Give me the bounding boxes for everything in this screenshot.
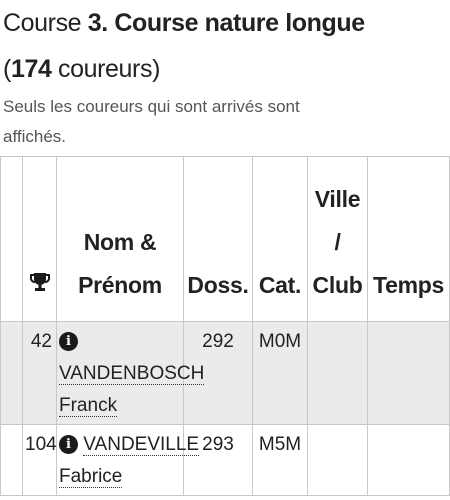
table-row [1, 322, 450, 425]
rank-cell: 42 [23, 322, 57, 425]
runner-count [3, 52, 160, 86]
runner-count-label: coureurs) [58, 55, 160, 83]
runner-last-name[interactable]: VANDEVILLE [83, 434, 200, 455]
runner-last-name[interactable]: VANDENBOSCH [59, 363, 205, 384]
time-header[interactable]: Temps [368, 157, 450, 322]
club-header-line3: Club [312, 272, 363, 298]
spacer-header [1, 157, 23, 322]
page-title [3, 6, 365, 40]
runner-count-open: ( [3, 55, 11, 83]
category-cell: M0M [253, 322, 308, 425]
trophy-icon [29, 264, 51, 307]
category-cell: M5M [253, 425, 308, 496]
info-icon[interactable]: i [59, 435, 78, 454]
rank-header[interactable] [23, 157, 57, 322]
club-header[interactable] [308, 157, 368, 322]
table-row [1, 425, 450, 496]
club-cell [308, 322, 368, 425]
title-prefix: Course [3, 9, 82, 37]
name-cell [57, 425, 200, 496]
spacer-cell [1, 425, 23, 496]
name-header[interactable] [57, 157, 184, 322]
results-table [0, 156, 450, 496]
club-header-line2: / [334, 229, 341, 255]
time-cell [368, 322, 450, 425]
race-name: Course nature longue [114, 9, 365, 37]
bib-cell: 292 [184, 322, 253, 425]
bib-header[interactable]: Doss. [184, 157, 253, 322]
name-header-line1: Nom & [83, 229, 157, 255]
finishers-note: Seuls les coureurs qui sont arrivés sont affichés. [3, 97, 300, 146]
name-cell [57, 322, 205, 425]
runner-count-number: 174 [10, 55, 52, 83]
club-header-line1: Ville [314, 186, 361, 212]
rank-cell: 104 [23, 425, 57, 496]
runner-first-name[interactable]: Franck [59, 395, 118, 416]
runner-first-name[interactable]: Fabrice [59, 466, 123, 487]
category-header[interactable]: Cat. [253, 157, 308, 322]
race-number: 3. [87, 9, 108, 37]
bib-cell: 293 [184, 425, 253, 496]
spacer-cell [1, 322, 23, 425]
club-cell [308, 425, 368, 496]
info-icon[interactable]: i [59, 332, 78, 351]
header-row [1, 157, 450, 322]
name-header-line2: Prénom [78, 272, 162, 298]
time-cell [368, 425, 450, 496]
